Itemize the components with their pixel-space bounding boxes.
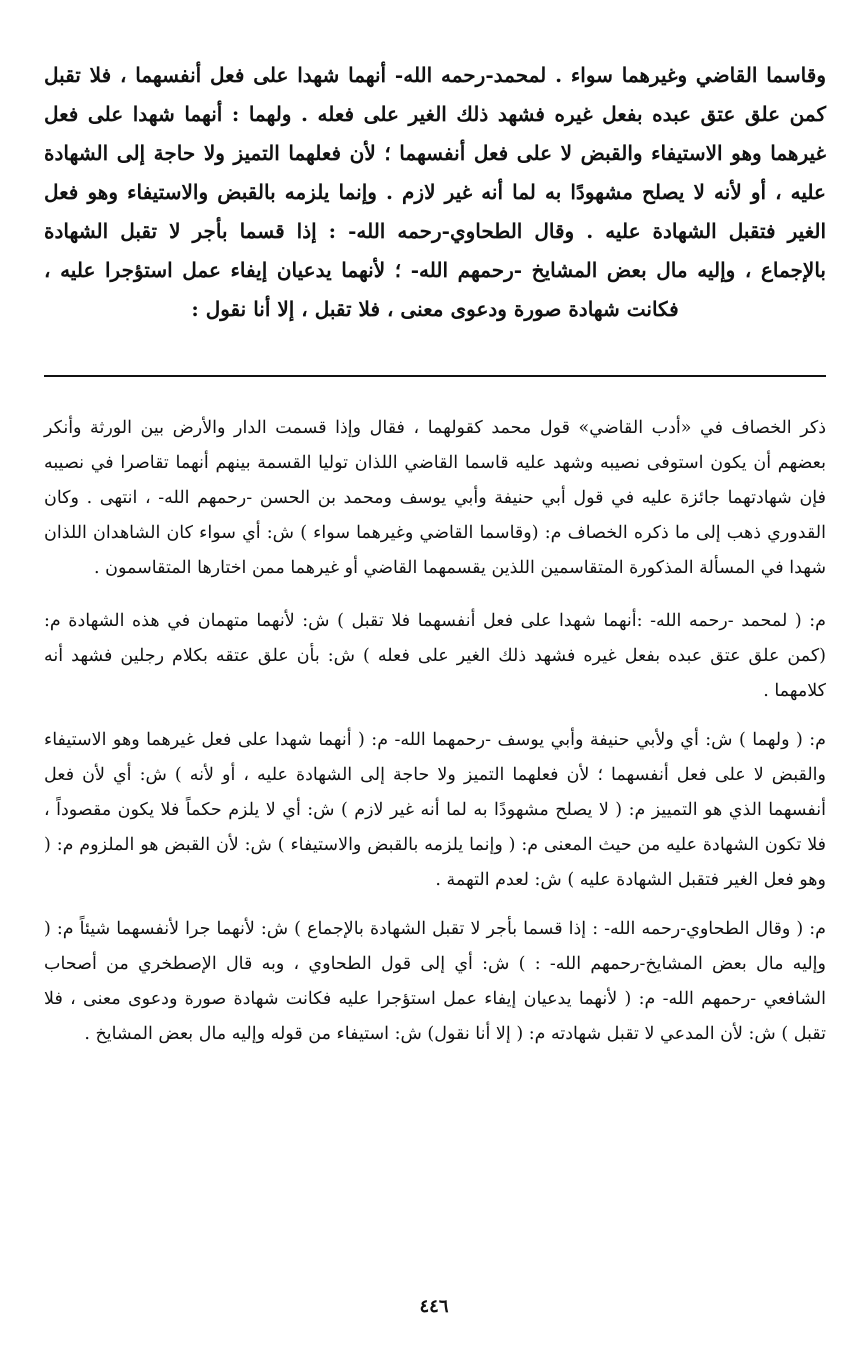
book-page xyxy=(44,56,826,1066)
commentary-paragraph: ذكر الخصاف في «أدب القاضي» قول محمد كقولهما ، فقال وإذا قسمت الدار والأرض بين الورثة وأنكر بعضهم أن يكون استوفى نصيبه وشهد عليه قاسما القاضي اللذان توليا القسمة بينهم أنهما تقاصرا في نصيبه فإن شهادتهما جائزة عليه في قول أبي حنيفة وأبي يوسف ومحمد بن الحسن -رحمهم الله- ، انتهى . وكان القدوري ذهب إلى ما ذكره الخصاف م: (وقاسما القاضي وغيرهما سواء ) ش: أي سواء كان الشاهدان اللذان شهدا في المسألة المذكورة المتقاسمين اللذين يقسمهما القاضي أو غيرهما ممن اختارها المتقاسمون . xyxy=(44,418,826,578)
commentary-paragraph: م: ( وقال الطحاوي-رحمه الله- : إذا قسما بأجر لا تقبل الشهادة بالإجماع ) ش: لأنهما جرا لأنفسهما شيئاً م: ( وإليه مال بعض المشايخ-رحمهم الله- : ) ش: أي إلى قول الطحاوي ، وبه قال الإصطخري من أصحاب الشافعي -رحمهم الله- م: ( لأنهما يدعيان إيفاء عمل استؤجرا عليه فكانت شهادة صورة ودعوى معنى ، فلا تقبل ) ش: لأن المدعي لا تقبل شهادته م: ( إلا أنا نقول) ش: استيفاء من قوله وإليه مال بعض المشايخ . xyxy=(44,919,826,1044)
commentary-paragraph: م: ( لمحمد -رحمه الله- :أنهما شهدا على فعل أنفسهما فلا تقبل ) ش: لأنهما متهمان في هذه الشهادة م: (كمن علق عتق عبده بفعل غيره فشهد ذلك الغير على فعله ) ش: بأن علق عتقه بكلام رجلين فشهد أنه كلامهما . xyxy=(44,611,827,701)
main-text-block xyxy=(44,56,826,329)
footnote-divider xyxy=(44,375,826,377)
commentary-paragraph: م: ( ولهما ) ش: أي ولأبي حنيفة وأبي يوسف -رحمهما الله- م: ( أنهما شهدا على فعل غيرهما وهو الاستيفاء والقبض لا على فعل أنفسهما ؛ لأن فعلهما التميز ولا حاجة إلى الشهادة عليه ، أو لأنه ) ش: أي لأن فعل أنفسهما الذي هو التمييز م: ( لا يصلح مشهودًا به لما أنه غير لازم ) ش: أي لا يلزم حكماً فلا يكون مقصوداً ، فلا تكون الشهادة عليه من حيث المعنى م: ( وإنما يلزمه بالقبض والاستيفاء ) ش: لأن القبض هو الملزوم م: ( وهو فعل الغير فتقبل الشهادة عليه ) ش: لعدم التهمة . xyxy=(44,730,826,890)
main-text: وقاسما القاضي وغيرهما سواء . لمحمد-رحمه الله- أنهما شهدا على فعل أنفسهما ، فلا تقبل كمن علق عتق عبده بفعل غيره فشهد ذلك الغير على فعله . ولهما : أنهما شهدا على فعل غيرهما وهو الاستيفاء والقبض لا على فعل أنفسهما ؛ لأن فعلهما التميز ولا حاجة إلى الشهادة عليه ، أو لأنه لا يصلح مشهودًا به لما أنه غير لازم . وإنما يلزمه بالقبض والاستيفاء وهو فعل الغير فتقبل الشهادة عليه . وقال الطحاوي-رحمه الله- : إذا قسما بأجر لا تقبل الشهادة بالإجماع ، وإليه مال بعض المشايخ -رحمهم الله- ؛ لأنهما يدعيان إيفاء عمل استؤجرا عليه ، فكانت شهادة صورة ودعوى معنى ، فلا تقبل ، إلا أنا نقول : xyxy=(44,63,826,321)
page-number: ٤٤٦ xyxy=(419,1296,449,1317)
commentary-block xyxy=(44,411,826,1052)
